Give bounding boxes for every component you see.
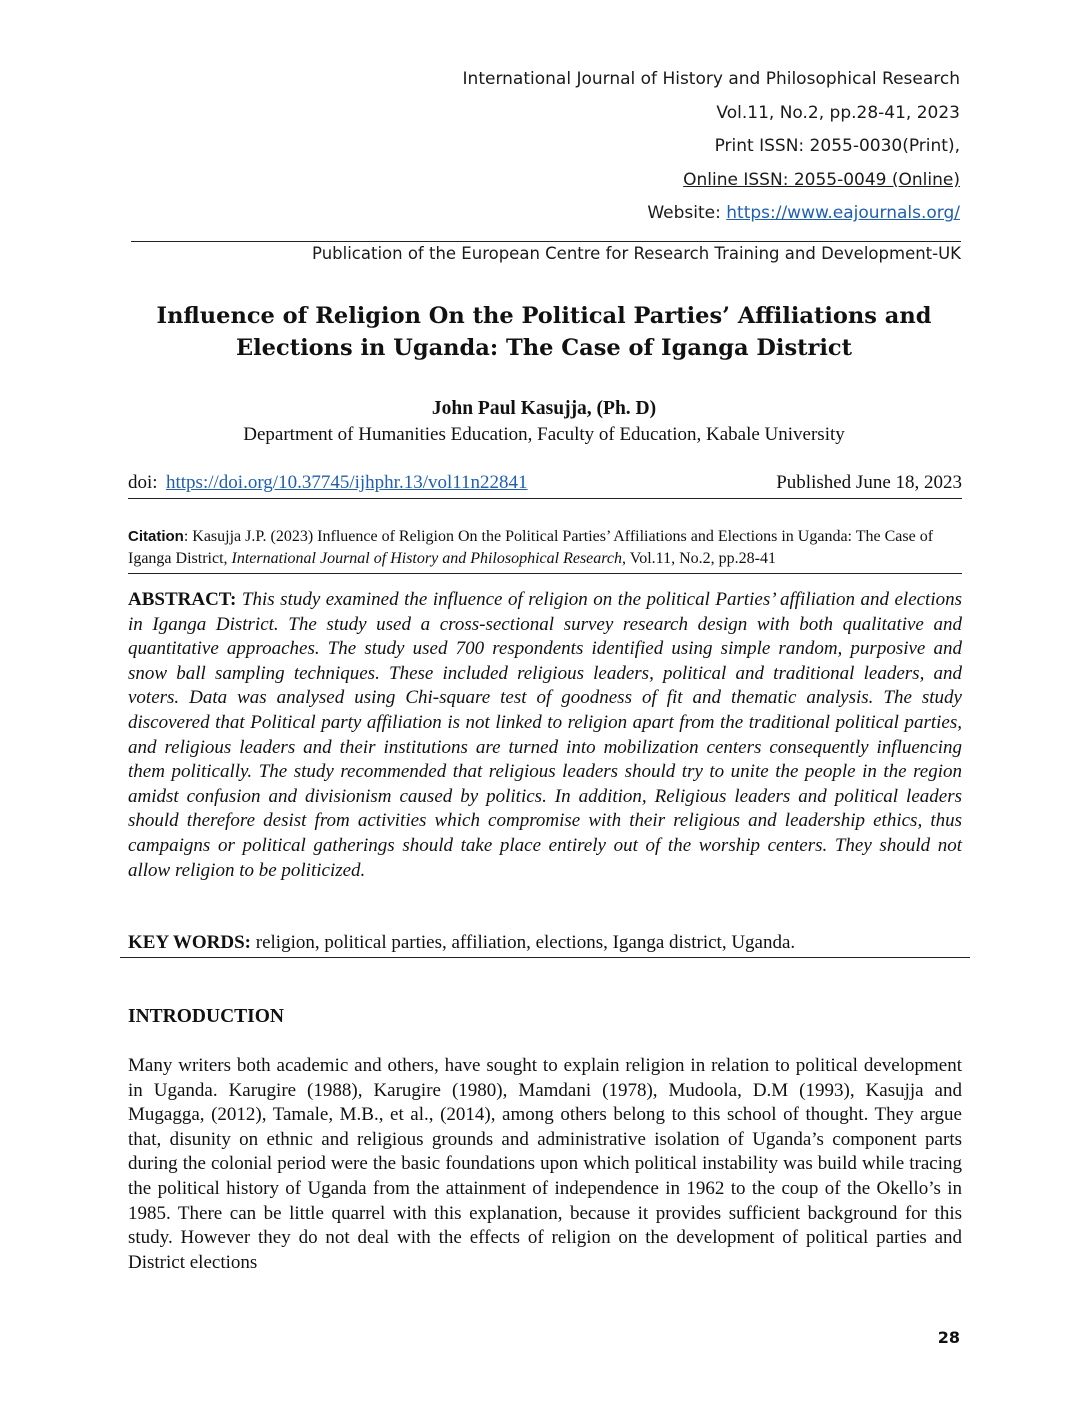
page-number: 28 xyxy=(937,1328,960,1347)
website-label: Website: xyxy=(647,203,727,224)
introduction-heading: INTRODUCTION xyxy=(128,1006,285,1027)
citation-block xyxy=(128,526,962,574)
journal-header xyxy=(463,63,960,231)
published-date: Published June 18, 2023 xyxy=(776,472,962,493)
citation-text-2: , Vol.11, No.2, pp.28-41 xyxy=(622,550,776,567)
doi-row xyxy=(128,472,962,499)
citation-journal: International Journal of History and Philosophical Research xyxy=(231,550,623,567)
keywords-block xyxy=(120,932,970,958)
website-line xyxy=(463,197,960,231)
introduction-body: Many writers both academic and others, have sought to explain religion in relation to political development in Uganda. Karugire (1988), Karugire (1980), Mamdani (1978), Mudoola, D.M (1993), Kasujja and Mugagga, (2012), Tamale, M.B., et al., (2014), among others belong to this school of thought. They argue that, disunity on ethnic and religious grounds and administrative isolation of Uganda’s component parts during the colonial period were the basic foundations upon which political instability was build while tracing the political history of Uganda from the attainment of independence in 1962 to the coup of the Okello’s in 1985. There can be little quarrel with this explanation, because it provides sufficient background for this study. However they do not deal with the effects of religion on the development of political parties and District elections xyxy=(128,1055,962,1273)
doi-link[interactable]: https://doi.org/10.37745/ijhphr.13/vol11n22841 xyxy=(166,472,528,493)
print-issn: Print ISSN: 2055-0030(Print), xyxy=(714,136,960,157)
title-line-1: Influence of Religion On the Political Parties’ Affiliations and xyxy=(156,303,932,329)
keywords-label: KEY WORDS: xyxy=(128,932,251,953)
citation-label: Citation xyxy=(128,528,184,545)
article-title xyxy=(120,300,968,364)
abstract-body: This study examined the influence of religion on the political Parties’ affiliation and elections in Iganga District. The study used a cross-sectional survey research design with both qualitative and quantitative approaches. The study used 700 respondents identified using simple random, purposive and snow ball sampling techniques. These included religious leaders, political and traditional leaders, and voters. Data was analysed using Chi-square test of goodness of fit and thematic analysis. The study discovered that Political party affiliation is not linked to religion apart from the traditional political parties, and religious leaders and their institutions are turned into mobilization centers consequently influencing them politically. The study recommended that religious leaders should try to unite the people in the region amidst confusion and divisionism caused by politics. In addition, Religious leaders and political leaders should therefore desist from activities which compromise with their religious and leadership ethics, thus campaigns or political gatherings should take place entirely out of the worship centers. They should not allow religion to be politicized. xyxy=(128,589,963,881)
journal-name: International Journal of History and Philosophical Research xyxy=(462,69,960,89)
online-issn: Online ISSN: 2055-0049 (Online) xyxy=(683,169,960,190)
citation-text-1: : Kasujja J.P. (2023) Influence of Religion On the Political Parties’ Affiliations and Elections in Uganda: The Case of Iganga District, xyxy=(128,528,934,567)
abstract-label: ABSTRACT: xyxy=(128,589,237,610)
publisher-line: Publication of the European Centre for Research Training and Development-UK xyxy=(131,241,961,263)
author-affiliation: Department of Humanities Education, Faculty of Education, Kabale University xyxy=(243,424,845,445)
abstract-block xyxy=(128,588,962,883)
author-name: John Paul Kasujja, (Ph. D) xyxy=(431,398,657,419)
journal-volume: Vol.11, No.2, pp.28-41, 2023 xyxy=(716,102,960,123)
doi-label: doi: xyxy=(128,472,158,493)
keywords-text: religion, political parties, affiliation, elections, Iganga district, Uganda. xyxy=(251,932,796,953)
title-line-2: Elections in Uganda: The Case of Iganga District xyxy=(235,335,853,361)
website-link[interactable]: https://www.eajournals.org/ xyxy=(726,203,960,224)
